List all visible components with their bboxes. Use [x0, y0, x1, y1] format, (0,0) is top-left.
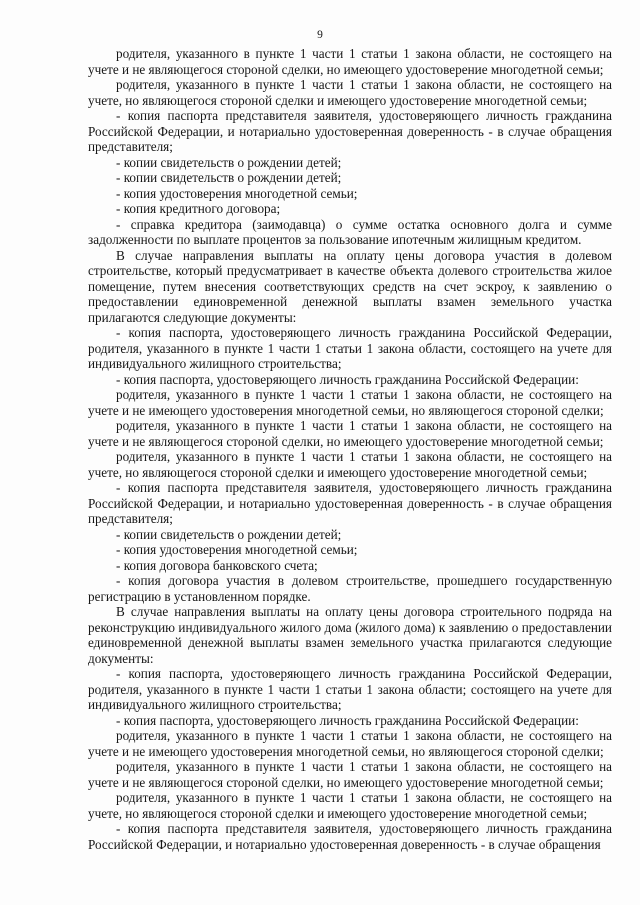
- paragraph: - копия паспорта, удостоверяющего личность гражданина Российской Федерации:: [116, 371, 579, 387]
- paragraph: - копия договора банковского счета;: [116, 557, 318, 573]
- paragraph: родителя, указанного в пункте 1 части 1 статьи 1 закона области, не состоящего на учете и не имеющего удостоверения многодетной семьи, но являющегося стороной сделки;: [88, 728, 612, 759]
- paragraph: - копия кредитного договора;: [116, 201, 281, 216]
- paragraph: родителя, указанного в пункте 1 части 1 статьи 1 закона области, не состоящего на учете и не являющегося стороной сделки, но имеющего удостоверение многодетной семьи;: [88, 759, 612, 790]
- paragraph: - копии свидетельств о рождении детей;: [116, 170, 342, 185]
- paragraph: В случае направления выплаты на оплату цены договора строительного подряда на реконструкцию индивидуального жилого дома (жилого дома) к заявлению о предоставлении единовременной денежной выплаты взамен земельного участка прилагаются следующие документы:: [88, 604, 612, 666]
- paragraph: - справка кредитора (заимодавца) о сумме остатка основного долга и сумме задолженности по выплате процентов за пользование ипотечным жилищным кредитом.: [88, 216, 612, 247]
- paragraph: - копия удостоверения многодетной семьи;: [116, 185, 358, 201]
- paragraph: - копия договора участия в долевом строительстве, прошедшего государственную регистрацию в установленном порядке.: [88, 573, 612, 604]
- paragraph: - копия паспорта представителя заявителя, удостоверяющего личность гражданина Российской Федерации, и нотариально удостоверенная доверенность - в случае обращения представителя;: [88, 480, 612, 526]
- paragraph: родителя, указанного в пункте 1 части 1 статьи 1 закона области, не состоящего на учете и не являющегося стороной сделки, но имеющего удостоверение многодетной семьи;: [88, 418, 612, 449]
- paragraph: - копии свидетельств о рождении детей;: [116, 526, 342, 542]
- paragraph: родителя, указанного в пункте 1 части 1 статьи 1 закона области, не состоящего на учете, но являющегося стороной сделки и имеющего удостоверение многодетной семьи;: [88, 790, 612, 821]
- paragraph: - копии свидетельств о рождении детей;: [116, 154, 342, 170]
- paragraph: родителя, указанного в пункте 1 части 1 статьи 1 закона области, не состоящего на учете, но являющегося стороной сделки и имеющего удостоверение многодетной семьи;: [88, 449, 612, 480]
- paragraph: В случае направления выплаты на оплату цены договора участия в долевом строительстве, который предусматривает в качестве объекта долевого строительства жилое помещение, путем внесения соответствующих средств на счет эскроу, к заявлению о предоставлении единовременной денежной выплаты взамен земельного участка прилагаются следующие документы:: [88, 247, 612, 325]
- paragraph: родителя, указанного в пункте 1 части 1 статьи 1 закона области, не состоящего на учете и не имеющего удостоверения многодетной семьи, но являющегося стороной сделки;: [88, 387, 612, 418]
- paragraph: - копия паспорта, удостоверяющего личность гражданина Российской Федерации:: [116, 712, 579, 728]
- paragraph: - копия паспорта представителя заявителя, удостоверяющего личность гражданина Российской Федерации, и нотариально удостоверенная доверенность - в случае обращения: [88, 821, 612, 852]
- paragraph: родителя, указанного в пункте 1 части 1 статьи 1 закона области, не состоящего на учете и не являющегося стороной сделки, но имеющего удостоверение многодетной семьи;: [88, 46, 612, 77]
- paragraph: родителя, указанного в пункте 1 части 1 статьи 1 закона области, не состоящего на учете, но являющегося стороной сделки и имеющего удостоверение многодетной семьи;: [88, 77, 612, 108]
- paragraph: - копия паспорта представителя заявителя, удостоверяющего личность гражданина Российской Федерации, и нотариально удостоверенная доверенность - в случае обращения представителя;: [88, 108, 612, 154]
- paragraph: - копия паспорта, удостоверяющего личность гражданина Российской Федерации, родителя, указанного в пункте 1 части 1 статьи 1 закона области, состоящего на учете для индивидуального жилищного строительства;: [88, 325, 612, 371]
- document-body: [88, 46, 612, 852]
- page-number: 9: [317, 29, 323, 41]
- paragraph: - копия удостоверения многодетной семьи;: [116, 542, 358, 557]
- paragraph: - копия паспорта, удостоверяющего личность гражданина Российской Федерации, родителя, указанного в пункте 1 части 1 статьи 1 закона области; состоящего на учете для индивидуального жилищного строительства;: [88, 666, 612, 712]
